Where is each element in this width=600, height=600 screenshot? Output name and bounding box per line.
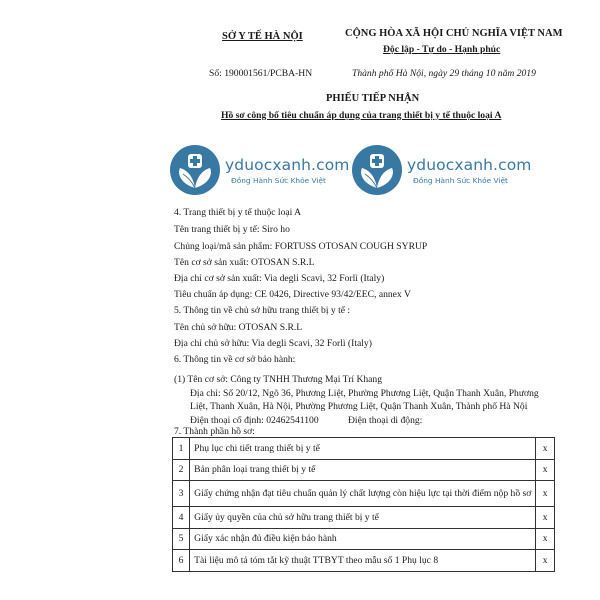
row-description: Phụ lục chi tiết trang thiết bị y tế (190, 438, 536, 460)
row-checkmark: x (536, 528, 555, 550)
row-description: Giấy xác nhận đủ điều kiện bảo hành (190, 528, 536, 550)
row-number: 5 (173, 528, 190, 550)
document-number: Số: 190001561/PCBA-HN (209, 68, 313, 79)
warranty-landline: Điện thoại cố định: 02462541100 (190, 415, 319, 426)
document-title: PHIẾU TIẾP NHẬN (326, 93, 420, 104)
warranty-facility-name: (1) Tên cơ sở: Công ty TNHH Thương Mại Trí Khang (174, 374, 383, 385)
warranty-address-line-2: Liệt, Thanh Xuân, Hà Nội, Phường Phương Liệt, Quận Thanh Xuân, Thành phố Hà Nội (190, 401, 528, 412)
section-6-heading: 6. Thông tin về cơ sở bảo hành: (174, 354, 296, 365)
section-5-heading: 5. Thông tin về chủ sở hữu trang thiết bị y tế : (174, 305, 351, 316)
row-checkmark: x (536, 507, 555, 529)
row-number: 4 (173, 507, 190, 529)
device-name: Tên trang thiết bị y tế: Siro ho (174, 224, 290, 235)
row-checkmark: x (536, 438, 555, 460)
watermark-site-name: yduocxanh.com (407, 155, 532, 174)
table-row (173, 507, 555, 529)
warranty-address-line-1: Địa chỉ: Số 20/12, Ngõ 36, Phương Liệt, Phường Phương Liệt, Quận Thanh Xuân, Phương (190, 388, 539, 399)
section-4-heading: 4. Trang thiết bị y tế thuộc loại A (174, 207, 302, 218)
row-number: 1 (173, 438, 190, 460)
issue-date: Thành phố Hà Nội, ngày 29 tháng 10 năm 2019 (352, 68, 536, 79)
dossier-table (172, 437, 555, 572)
row-number: 6 (173, 550, 190, 572)
national-motto: Độc lập - Tự do - Hạnh phúc (383, 44, 501, 55)
row-description: Giấy ủy quyền của chủ sở hữu trang thiết bị y tế (190, 507, 536, 529)
pharmacy-leaf-icon (351, 144, 403, 196)
product-type: Chủng loại/mã sản phẩm: FORTUSS OTOSAN COUGH SYRUP (174, 241, 428, 252)
document-subtitle: Hồ sơ công bố tiêu chuẩn áp dụng của trang thiết bị y tế thuộc loại A (221, 110, 502, 121)
table-row (173, 550, 555, 572)
applied-standard: Tiêu chuẩn áp dụng: CE 0426, Directive 93/42/EEC, annex V (174, 289, 411, 300)
section-7-heading: 7. Thành phần hồ sơ: (174, 426, 255, 437)
country-name: CỘNG HÒA XÃ HỘI CHỦ NGHĨA VIỆT NAM (345, 28, 563, 39)
table-row (173, 438, 555, 460)
owner-address: Địa chỉ chủ sở hữu: Via degli Scavi, 32 Forlì (Italy) (174, 338, 372, 349)
row-description: Bản phân loại trang thiết bị y tế (190, 459, 536, 481)
table-row (173, 481, 555, 507)
row-checkmark: x (536, 481, 555, 507)
manufacturer-name: Tên cơ sở sản xuất: OTOSAN S.R.L (174, 257, 315, 268)
agency-name: SỞ Y TẾ HÀ NỘI (222, 31, 303, 42)
watermark-tagline: Đồng Hành Sức Khỏe Việt (413, 175, 508, 185)
watermark-logo-left (169, 143, 375, 197)
row-checkmark: x (536, 459, 555, 481)
owner-name: Tên chủ sở hữu: OTOSAN S.R.L (174, 322, 303, 333)
watermark-logo-right (351, 143, 557, 197)
row-description: Tài liệu mô tả tóm tắt kỹ thuật TTBYT theo mẫu số 1 Phụ lục 8 (190, 550, 536, 572)
row-number: 3 (173, 481, 190, 507)
manufacturer-address: Địa chỉ cơ sở sản xuất: Via degli Scavi, 32 Forlì (Italy) (174, 273, 385, 284)
row-checkmark: x (536, 550, 555, 572)
warranty-mobile: Điện thoại di động: (348, 415, 423, 426)
watermark-tagline: Đồng Hành Sức Khỏe Việt (231, 175, 326, 185)
row-description: Giấy chứng nhận đạt tiêu chuẩn quản lý chất lượng còn hiệu lực tại thời điểm nộp hồ sơ (190, 481, 536, 507)
pharmacy-leaf-icon (169, 144, 221, 196)
table-row (173, 459, 555, 481)
row-number: 2 (173, 459, 190, 481)
table-row (173, 528, 555, 550)
watermark-site-name: yduocxanh.com (225, 155, 350, 174)
